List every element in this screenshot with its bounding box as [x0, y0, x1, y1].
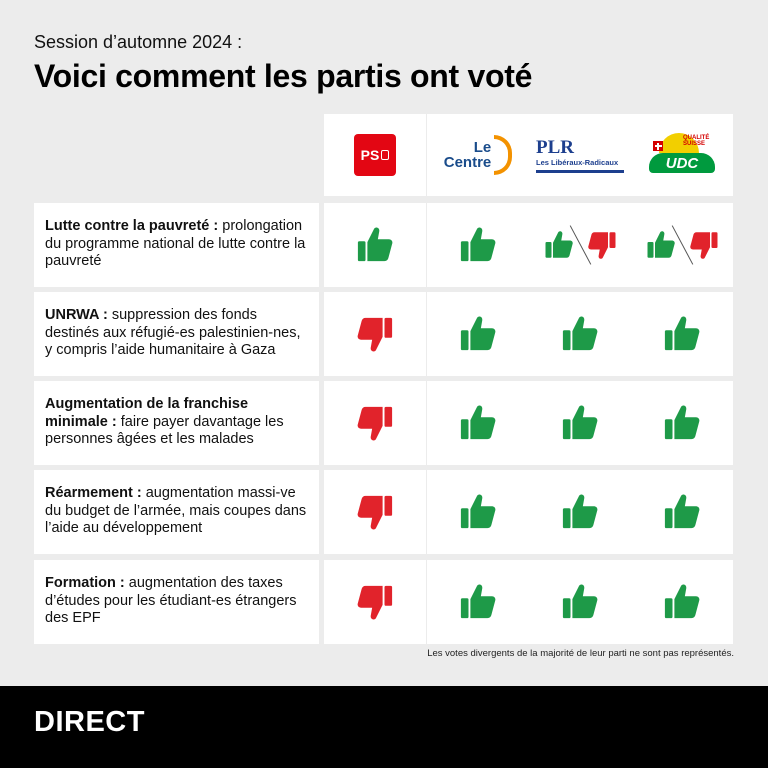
thumbs-down-icon — [356, 404, 394, 442]
plr-logo-text: PLR — [536, 136, 574, 158]
vote-cell-udc — [631, 203, 733, 287]
row-label-title: Réarmement : — [45, 485, 142, 501]
row-label — [34, 470, 319, 554]
vote-cell-centre — [427, 381, 529, 465]
row-label-description: suppression des fonds destinés aux réfugié-es palestinien-nes, y compris l’aide humanitaire à Gaza — [45, 307, 301, 358]
thumbs-down-icon — [356, 583, 394, 621]
centre-logo-text-1: Le — [473, 139, 492, 156]
vote-cell-udc — [631, 560, 733, 644]
vote-cell-centre — [427, 470, 529, 554]
plr-logo-underline — [536, 170, 624, 173]
thumbs-down-icon — [689, 230, 719, 260]
arc-icon — [494, 135, 512, 175]
thumbs-up-icon — [459, 404, 497, 442]
vote-cell-plr — [529, 560, 631, 644]
vote-cell-udc — [631, 292, 733, 376]
party-logo-centre — [427, 114, 529, 196]
row-label — [34, 560, 319, 644]
centre-logo-text-2: Centre — [443, 154, 492, 171]
ps-logo-text: PS — [360, 147, 380, 163]
vote-cell-ps — [324, 381, 426, 465]
vote-cell-centre — [427, 560, 529, 644]
thumbs-down-icon — [356, 493, 394, 531]
footer-bar — [0, 686, 768, 768]
thumbs-down-icon — [587, 230, 617, 260]
vote-cell-udc — [631, 470, 733, 554]
thumbs-up-icon — [561, 583, 599, 621]
thumbs-up-icon — [663, 583, 701, 621]
row-label — [34, 381, 319, 465]
split-vote — [544, 223, 617, 267]
thumbs-up-icon — [544, 230, 574, 260]
party-logo-udc — [631, 114, 733, 196]
thumbs-up-icon — [459, 315, 497, 353]
vote-cell-ps — [324, 203, 426, 287]
brand-logo: DIRECT — [34, 706, 145, 738]
thumbs-up-icon — [459, 493, 497, 531]
thumbs-up-icon — [663, 404, 701, 442]
ps-logo — [354, 134, 396, 176]
vote-cell-plr — [529, 381, 631, 465]
row-label-description: faire payer davantage les personnes âgées et les malades — [45, 413, 284, 447]
split-vote — [646, 223, 719, 267]
page-title: Voici comment les partis ont voté — [34, 58, 533, 94]
thumbs-up-icon — [459, 226, 497, 264]
vote-cell-centre — [427, 203, 529, 287]
thumbs-up-icon — [356, 226, 394, 264]
vote-cell-ps — [324, 560, 426, 644]
thumbs-down-icon — [356, 315, 394, 353]
thumbs-up-icon — [663, 493, 701, 531]
udc-logo — [649, 133, 715, 177]
thumbs-up-icon — [663, 315, 701, 353]
footnote: Les votes divergents de la majorité de leur parti ne sont pas représentés. — [427, 648, 734, 659]
vote-cell-plr — [529, 203, 631, 287]
thumbs-up-icon — [561, 404, 599, 442]
vote-cell-plr — [529, 470, 631, 554]
party-logo-plr — [529, 114, 631, 196]
party-logo-ps — [324, 114, 426, 196]
vote-cell-centre — [427, 292, 529, 376]
plr-logo-subtext: Les Libéraux-Radicaux — [536, 157, 619, 167]
row-label-title: Augmentation de la franchise minimale : — [45, 396, 249, 430]
plr-logo — [536, 138, 624, 173]
vote-cell-ps — [324, 470, 426, 554]
thumbs-up-icon — [646, 230, 676, 260]
row-label — [34, 203, 319, 287]
subtitle: Session d’automne 2024 : — [34, 32, 243, 52]
vote-cell-ps — [324, 292, 426, 376]
row-label-description: augmentation massi-ve du budget de l’armée, mais coupes dans l’aide au développement — [45, 485, 307, 536]
centre-logo — [444, 135, 513, 175]
udc-quality-label: QUALITÉ SUISSE — [683, 135, 710, 147]
row-label-description: prolongation du programme national de lutte contre la pauvreté — [45, 218, 306, 269]
udc-logo-text: UDC — [649, 153, 715, 173]
rose-icon — [381, 150, 389, 160]
thumbs-up-icon — [561, 493, 599, 531]
row-label-title: Lutte contre la pauvreté : — [45, 218, 219, 234]
thumbs-up-icon — [459, 583, 497, 621]
row-label-title: Formation : — [45, 575, 125, 591]
row-label-title: UNRWA : — [45, 307, 108, 323]
thumbs-up-icon — [561, 315, 599, 353]
vote-cell-udc — [631, 381, 733, 465]
swiss-flag-icon — [653, 141, 663, 151]
row-label — [34, 292, 319, 376]
vote-cell-plr — [529, 292, 631, 376]
row-label-description: augmentation des taxes d’études pour les étudiant-es étrangers des EPF — [45, 575, 297, 626]
